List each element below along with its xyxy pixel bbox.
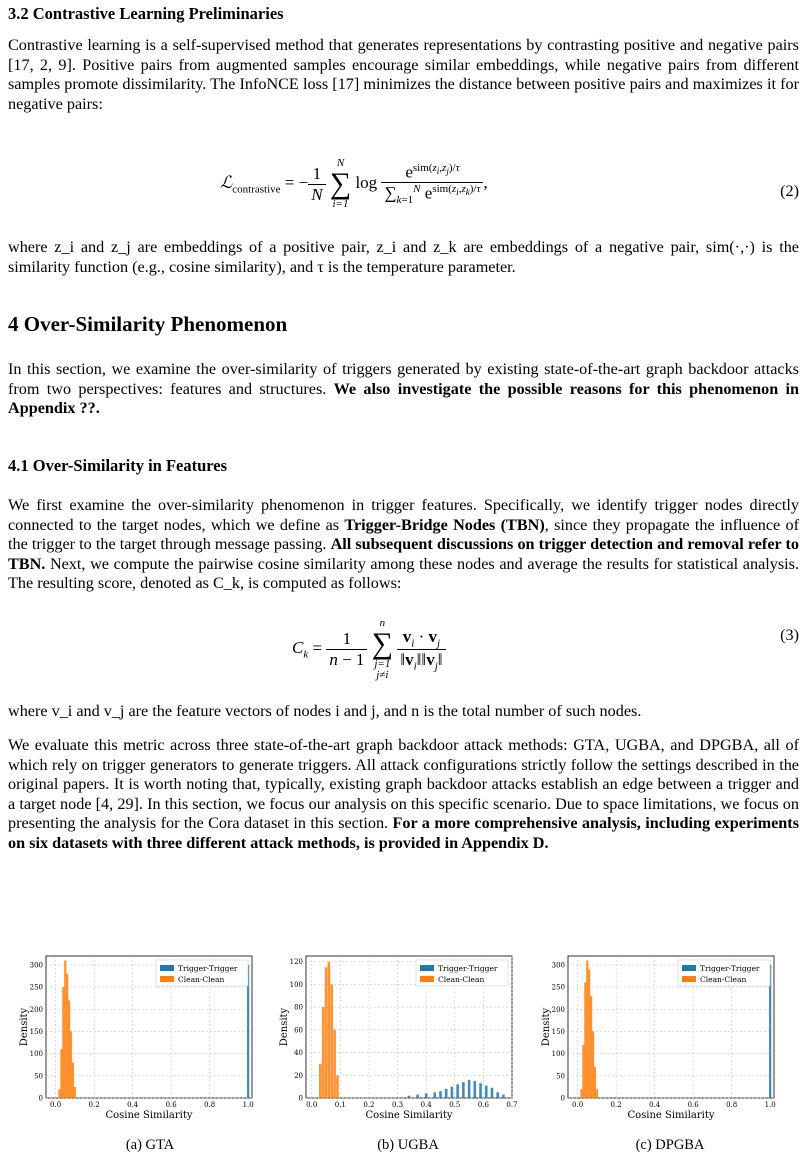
section-4-paragraph: In this section, we examine the over-similarity of triggers generated by existing state-of-the-art graph backdoor attacks from two perspectives: features and structures. We also investigate the possible reasons for this phenomenon in Appendix ??.: [8, 360, 799, 418]
y-tick-label: 100: [551, 1050, 565, 1059]
y-tick-label: 300: [29, 961, 43, 970]
equation-3-number: (3): [780, 626, 799, 644]
histogram-bar: [451, 1087, 454, 1098]
x-axis-label: Cosine Similarity: [627, 1110, 715, 1121]
histogram-bar: [590, 996, 592, 1098]
histogram-bar: [496, 1092, 499, 1098]
histogram-bar: [462, 1082, 465, 1098]
x-tick-label: 0.2: [363, 1101, 375, 1109]
section-4-1-paragraph-1: We first examine the over-similarity phenomenon in trigger features. Specifically, we identify trigger nodes directly connected to the target nodes, which we define as Trigger-Bridge Nodes (TBN), since they propagate the influence of the trigger to the target through message passing. All subsequent discussions on trigger detection and removal refer to TBN. Next, we compute the pairwise cosine similarity among these nodes and average the results for statistical analysis. The resulting score, denoted as C_k, is computed as follows:: [8, 496, 799, 593]
histogram-bar: [58, 1089, 60, 1098]
y-tick-label: 150: [551, 1027, 565, 1036]
figure-caption-b: (b) UGBA: [377, 1137, 439, 1153]
histogram-bar: [433, 1092, 436, 1098]
histogram-bar: [66, 974, 68, 1098]
y-tick-label: 250: [551, 983, 565, 992]
y-tick-label: 200: [551, 1005, 565, 1014]
x-tick-label: 0.4: [127, 1101, 139, 1109]
histogram-bar: [586, 960, 588, 1098]
legend-swatch: [160, 976, 174, 982]
equation-2-number: (2): [780, 182, 799, 200]
y-tick-label: 150: [29, 1027, 43, 1036]
x-axis-label: Cosine Similarity: [105, 1110, 193, 1121]
section-3-2-where-paragraph: where z_i and z_j are embeddings of a positive pair, z_i and z_k are embeddings of a negative pair, sim(·,·) is the similarity function (e.g., cosine similarity), and τ is the temperature parameter.: [8, 238, 799, 276]
section-3-2-title: 3.2 Contrastive Learning Preliminaries: [8, 4, 284, 23]
figure-caption-a: (a) GTA: [125, 1137, 175, 1153]
histogram-bar: [74, 1087, 76, 1098]
histogram-bar: [64, 960, 66, 1098]
histogram-bar: [596, 1089, 598, 1098]
histogram-bar: [592, 1031, 594, 1098]
legend-label: Clean-Clean: [178, 975, 225, 984]
x-tick-label: 0.2: [88, 1101, 100, 1109]
histogram-bar: [425, 1093, 428, 1098]
x-tick-label: 0.7: [506, 1101, 518, 1109]
equation-3: $C_k$ = $\frac{1}{n - 1}$ n ∑ j=1 j≠i $\frac{v_i \cdot v_j}{‖v_i‖‖v_j‖}$: [292, 618, 446, 681]
section-4-title: 4 Over-Similarity Phenomenon: [8, 312, 288, 336]
x-tick-label: 0.4: [420, 1101, 432, 1109]
histogram-bar: [439, 1091, 442, 1098]
histogram-bar: [594, 1067, 596, 1098]
histogram-bar: [322, 1007, 325, 1098]
y-tick-label: 20: [294, 1071, 303, 1080]
y-tick-label: 60: [294, 1026, 303, 1035]
x-tick-label: 0.8: [204, 1101, 216, 1109]
x-tick-label: 0.6: [477, 1101, 489, 1109]
x-tick-label: 0.2: [610, 1101, 622, 1109]
figure-caption-c: (c) DPGBA: [635, 1137, 705, 1153]
x-tick-label: 0.5: [449, 1101, 461, 1109]
x-tick-label: 0.1: [334, 1101, 346, 1109]
y-tick-label: 0: [38, 1094, 43, 1103]
histogram-bar: [408, 1096, 411, 1098]
histogram-bar: [70, 1031, 72, 1098]
section-4-1-paragraph-2: where v_i and v_j are the feature vectors of nodes i and j, and n is the total number of such nodes.: [8, 702, 642, 720]
y-axis-label: Density: [541, 1007, 552, 1047]
histogram-bar: [588, 969, 590, 1098]
y-tick-label: 80: [294, 1003, 303, 1012]
histogram-bar: [502, 1095, 505, 1098]
histogram-bar: [456, 1084, 459, 1098]
legend-label: Clean-Clean: [438, 975, 485, 984]
legend-swatch: [420, 965, 434, 971]
histogram-ugba: [278, 950, 528, 1132]
histogram-bar: [491, 1088, 494, 1098]
histogram-bar: [582, 1045, 584, 1098]
histogram-bar: [62, 987, 64, 1098]
histogram-gta: [18, 950, 268, 1132]
legend-swatch: [160, 965, 174, 971]
equation-2: ℒ$_{contrastive}$ = − $\frac{1}{N}$ N ∑ i=1 log $\frac{e^{sim(z_i,z_j)/\tau}}{\sum_{k=1}^N e^{sim(z_i,z_k)/\tau}}$ ,: [220, 157, 488, 210]
legend-swatch: [682, 976, 696, 982]
y-tick-label: 0: [560, 1094, 565, 1103]
section-4-1-title: 4.1 Over-Similarity in Features: [8, 456, 228, 475]
histogram-bar: [319, 1064, 322, 1098]
legend-swatch: [682, 965, 696, 971]
y-tick-label: 40: [294, 1049, 303, 1058]
histogram-bar: [416, 1095, 419, 1098]
histogram-bar: [479, 1083, 482, 1098]
y-tick-label: 200: [29, 1005, 43, 1014]
x-tick-label: 0.4: [649, 1101, 661, 1109]
y-axis-label: Density: [19, 1007, 30, 1047]
histogram-bar: [328, 962, 331, 1098]
x-tick-label: 0.3: [391, 1101, 404, 1109]
x-tick-label: 0.0: [50, 1101, 62, 1109]
y-axis-label: Density: [279, 1007, 290, 1047]
histogram-bar: [333, 1030, 336, 1098]
legend-label: Trigger-Trigger: [700, 964, 760, 973]
x-tick-label: 0.6: [687, 1101, 699, 1109]
legend-swatch: [420, 976, 434, 982]
x-tick-label: 1.0: [242, 1101, 254, 1109]
histogram-bar: [468, 1080, 471, 1098]
x-axis-label: Cosine Similarity: [365, 1110, 453, 1121]
section-3-2-paragraph: Contrastive learning is a self-supervised method that generates representations by contrasting positive and negative pairs [17, 2, 9]. Positive pairs from augmented samples encourage similar embeddings, while negative pairs from different samples promote dissimilarity. The InfoNCE loss [17] minimizes the distance between positive pairs and maximizes it for negative pairs:: [8, 36, 799, 113]
y-tick-label: 50: [34, 1072, 43, 1081]
histogram-bar: [325, 967, 328, 1098]
histogram-bar: [68, 1000, 70, 1098]
section-4-1-paragraph-3: We evaluate this metric across three state-of-the-art graph backdoor attack methods: GTA, UGBA, and DPGBA, all of which rely on trigger generators to generate triggers. All attack configurations strictly follow the settings described in the original papers. It is worth noting that, typically, existing graph backdoor attacks establish an edge between a trigger and a target node [4, 29]. In this section, we focus our analysis on this specific scenario. Due to space limitations, we focus on presenting the analysis for the Cora dataset in this section. For a more comprehensive analysis, including experiments on six datasets with three different attack methods, is provided in Appendix D.: [8, 736, 799, 852]
x-tick-label: 0.8: [726, 1101, 738, 1109]
histogram-bar: [445, 1089, 448, 1098]
y-tick-label: 300: [551, 961, 565, 970]
x-tick-label: 0.0: [572, 1101, 584, 1109]
histogram-bar: [580, 1089, 582, 1098]
histogram-bar: [474, 1081, 477, 1098]
x-tick-label: 0.0: [306, 1101, 318, 1109]
legend-label: Trigger-Trigger: [178, 964, 238, 973]
histogram-bar: [485, 1086, 488, 1098]
y-tick-label: 50: [556, 1072, 565, 1081]
y-tick-label: 120: [289, 958, 303, 967]
histogram-dpgba: [540, 950, 790, 1132]
y-tick-label: 250: [29, 983, 43, 992]
histogram-bar: [336, 1075, 339, 1098]
legend-label: Clean-Clean: [700, 975, 747, 984]
y-tick-label: 0: [298, 1094, 303, 1103]
histogram-bar: [60, 1049, 62, 1098]
x-tick-label: 0.6: [165, 1101, 177, 1109]
legend-label: Trigger-Trigger: [438, 964, 498, 973]
x-tick-label: 1.0: [764, 1101, 776, 1109]
histogram-bar: [330, 984, 333, 1098]
y-tick-label: 100: [29, 1050, 43, 1059]
y-tick-label: 100: [289, 980, 303, 989]
histogram-bar: [584, 983, 586, 1098]
histogram-bar: [72, 1063, 74, 1099]
